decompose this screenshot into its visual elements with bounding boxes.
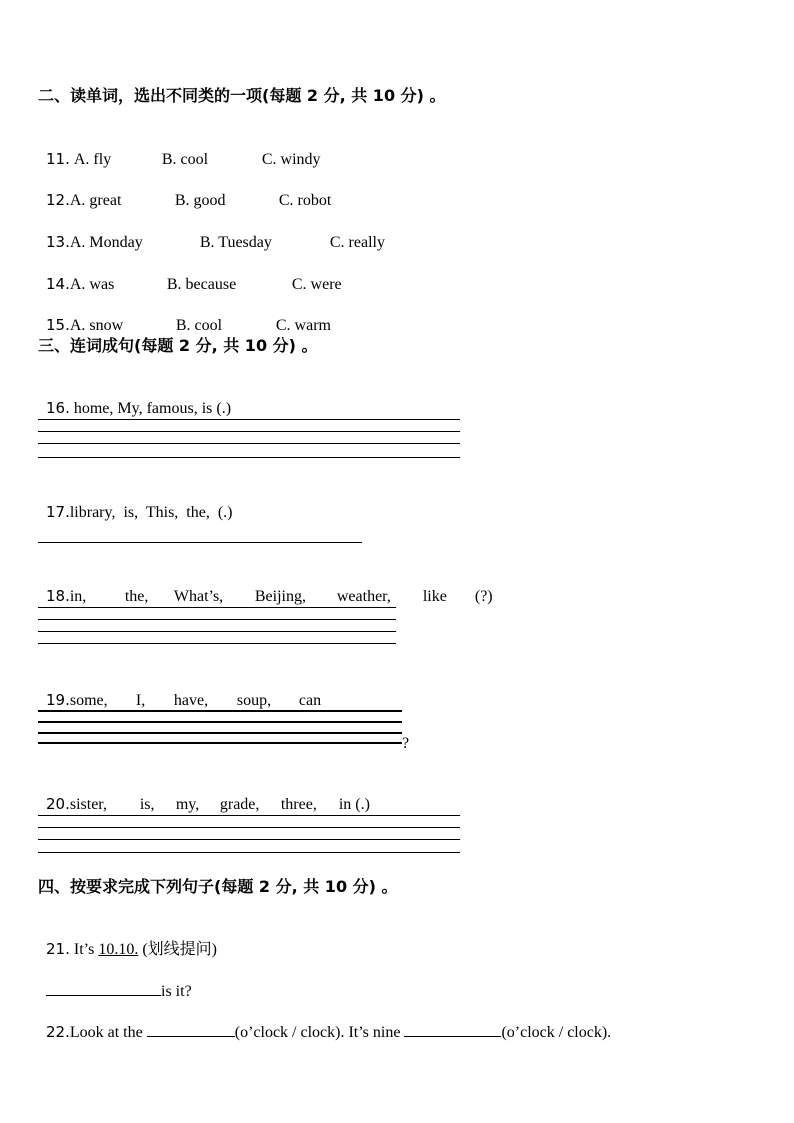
option-a: A. great	[69, 192, 122, 209]
option-a: A. was	[69, 276, 115, 293]
answer-line[interactable]	[38, 839, 460, 840]
option-c: C. warm	[275, 317, 331, 334]
question-12: 12.A. great B. good C. robot	[46, 191, 332, 209]
answer-line[interactable]	[38, 631, 396, 632]
option-b: B. because	[166, 276, 237, 293]
option-b: B. Tuesday	[199, 234, 272, 251]
answer-line[interactable]	[38, 542, 362, 543]
question-19: 19.some, I, have, soup, can	[46, 691, 322, 709]
question-13: 13.A. Monday B. Tuesday C. really	[46, 233, 385, 251]
question-18: 18.in, the, What’s, Beijing, weather, like (?)	[46, 587, 493, 605]
question-11: 11. A. fly B. cool C. windy	[46, 150, 321, 168]
question-21: 21. It’s 10.10. (划线提问)	[46, 940, 217, 958]
answer-line[interactable]	[38, 443, 460, 444]
answer-line[interactable]	[38, 607, 396, 608]
answer-line[interactable]	[38, 852, 460, 853]
answer-line[interactable]	[38, 742, 402, 744]
answer-line[interactable]	[38, 815, 460, 816]
question-17: 17.library, is, This, the, (.)	[46, 503, 233, 521]
option-a: A. fly	[73, 151, 112, 168]
option-c: C. really	[329, 234, 385, 251]
answer-line[interactable]	[38, 457, 460, 458]
option-a: A. snow	[69, 317, 124, 334]
answer-line[interactable]	[38, 827, 460, 828]
option-b: B. good	[174, 192, 226, 209]
section-3-heading: 三、连词成句(每题 2 分, 共 10 分) 。	[38, 336, 318, 355]
section-2-heading: 二、读单词，选出不同类的一项(每题 2 分, 共 10 分) 。	[38, 86, 446, 105]
answer-line[interactable]	[38, 710, 402, 712]
answer-line[interactable]	[38, 619, 396, 620]
question-14: 14.A. was B. because C. were	[46, 275, 342, 293]
option-c: C. windy	[261, 151, 321, 168]
answer-line[interactable]	[38, 721, 402, 723]
answer-line[interactable]	[38, 643, 396, 644]
question-22: 22.Look at the (o’clock / clock). It’s nine (o’clock / clock).	[46, 1023, 612, 1041]
question-21-answer: is it?	[38, 961, 192, 1002]
underlined-time: 10.10.	[98, 941, 139, 958]
answer-line[interactable]	[38, 419, 460, 420]
answer-blank[interactable]	[46, 981, 161, 996]
question-mark: ?	[402, 735, 410, 752]
option-c: C. were	[291, 276, 342, 293]
option-a: A. Monday	[69, 234, 143, 251]
question-16: 16. home, My, famous, is (.)	[46, 399, 232, 417]
answer-blank[interactable]	[404, 1022, 501, 1037]
answer-line[interactable]	[38, 431, 460, 432]
question-15: 15.A. snow B. cool C. warm	[46, 316, 331, 334]
answer-blank[interactable]	[147, 1022, 235, 1037]
option-b: B. cool	[175, 317, 223, 334]
option-c: C. robot	[278, 192, 332, 209]
answer-line[interactable]	[38, 732, 402, 734]
option-b: B. cool	[161, 151, 209, 168]
question-20: 20.sister, is, my, grade, three, in (.)	[46, 795, 370, 813]
section-4-heading: 四、按要求完成下列句子(每题 2 分, 共 10 分) 。	[38, 877, 398, 896]
